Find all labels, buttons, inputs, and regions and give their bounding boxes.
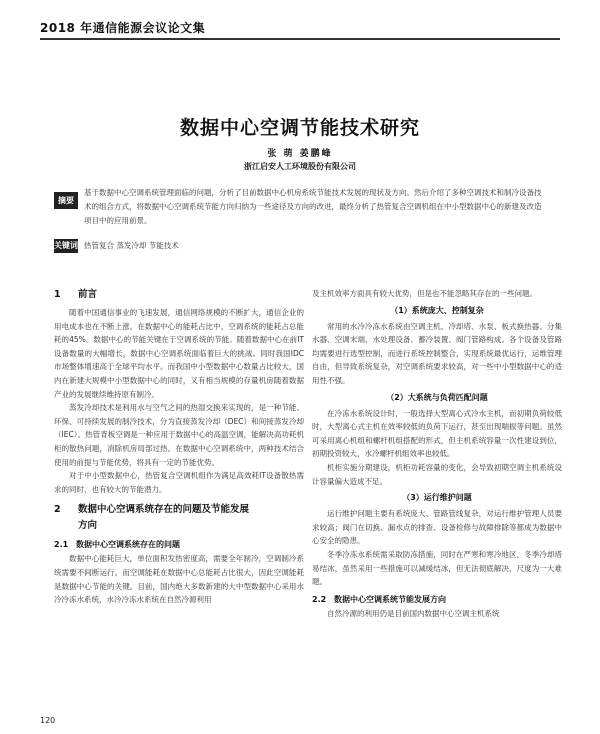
section-2-2-paragraph: 自然冷源的利用仍是目前国内数据中心空调主机系统 bbox=[327, 608, 500, 618]
right-column bbox=[312, 287, 562, 620]
section-2-2-number: 2.2 bbox=[312, 594, 327, 604]
problem-heading-3: （3）运行维护问题 bbox=[402, 493, 472, 503]
right-paragraph-5: 运行维护问题主要有系统庞大、管路管线复杂，对运行维护管理人员要求较高；阀门在切换、漏水点的排查、设备检修与故障排除等都成为数据中心安全的隐患。 bbox=[312, 509, 562, 546]
right-paragraph-1: 及主机效率方面具有较大优势，但是也不能忽略其存在的一些问题。 bbox=[312, 289, 537, 298]
authors: 张 萌 姜鹏峰 bbox=[267, 149, 333, 159]
section-2-1-number: 2.1 bbox=[54, 540, 69, 550]
keywords-label: 关键词 bbox=[54, 239, 78, 253]
section-2-1-title: 数据中心空调系统存在的问题 bbox=[76, 540, 180, 550]
intro-paragraph-3: 对于中小型数据中心，热管复合空调机组作为满足高效耗IT设备散热需求的同时，也有较大的节能潜力。 bbox=[54, 471, 304, 494]
affiliation: 浙江启安人工环境股份有限公司 bbox=[244, 162, 356, 171]
section-1-title: 前言 bbox=[78, 289, 98, 300]
section-2-heading bbox=[54, 502, 304, 534]
problem-heading-2: （2）大系统与负荷匹配问题 bbox=[386, 392, 488, 402]
section-1-number: 1 bbox=[54, 289, 61, 300]
right-paragraph-6: 冬季冷冻水系统需采取防冻措施，同时在严寒和寒冷地区，冬季冷却塔易结冰，虽然采用一些措施可以减缓结冰，但无法彻底解决，尺度为一大难题。 bbox=[312, 549, 562, 587]
section-2-1-paragraph: 数据中心能耗巨大，单位面积发热密度高，需要全年制冷，空调制冷系统需要不间断运行。而空调能耗在数据中心总能耗占比很大，因此空调能耗是数据中心节能的关键。目前，国内绝大多数新建的大中型数据中心采用水冷冷冻水系统，水冷冷冻水系统在自然冷源利用 bbox=[54, 554, 304, 605]
section-2-1-heading bbox=[54, 537, 304, 552]
journal-header-title: 2018 年通信能源会议论文集 bbox=[40, 21, 206, 35]
section-2-number: 2 bbox=[54, 504, 61, 516]
section-2-2-heading bbox=[312, 592, 562, 607]
page-number: 120 bbox=[40, 716, 56, 725]
right-paragraph-2: 常用的水冷冷冻水系统由空调主机、冷却塔、水泵、板式换热器、分集水器、空调末端、水处理设备、蓄冷装置、阀门管路构成。各个设备及管路均需要进行选型控制，而进行系统控制整合，实现系统最优运行，运维管理自由，但导致系统复杂，对空调系统要求较高，对一些中小型数据中心的适用性不强。 bbox=[312, 321, 562, 385]
right-paragraph-3: 在冷冻水系统设计时，一般选择大型离心式冷水主机，而初期负荷较低时，大型离心式主机在效率较低的负荷下运行，甚至出现喘振等问题。虽然可采用离心机组和螺杆机组搭配的形式，但主机系统容量一次性建设到位，初期投资较大，水冷螺杆机组效率也较低。 bbox=[312, 408, 562, 459]
section-2-title-line1: 数据中心空调系统存在的问题及节能发展 bbox=[78, 504, 250, 516]
paper-title: 数据中心空调节能技术研究 bbox=[179, 117, 420, 139]
keywords-text: 热管复合 蒸发冷却 节能技术 bbox=[84, 241, 179, 250]
section-2-2-title: 数据中心空调系统节能发展方向 bbox=[334, 594, 446, 604]
right-paragraph-4: 机柜实施分期建设，机柜功耗容量的变化，会导致初期空调主机系统设计容量偏大造成不足。 bbox=[312, 462, 562, 486]
intro-paragraph-1: 随着中国通信事业的飞速发展，通信网络规模的不断扩大，通信企业的用电成本也在不断上涨。在数据中心的能耗占比中，空调系统的能耗占总能耗的45%。数据中心的节能关键在于空调系统的节能。随着数据中心在前IT设备数量的大幅增长，数据中心空调系统面临着巨大的挑战。同时我国IDC市场整体增速高于全球平均水平。而我国中小型数据中心数量占比较大，国内在新建大规模中小型数据中心的同时，又有相当规模的存量机房随着数据产业的发展继续维持原有制冷。 bbox=[54, 308, 304, 399]
section-1-heading bbox=[54, 287, 304, 303]
intro-paragraph-2: 蒸发冷却技术是利用水与空气之间的热湿交换来实现的，是一种节能、环保、可持续发展的制冷技术，分为直接蒸发冷却（DEC）和间接蒸发冷却（IEC）。热管背板空调是一种应用于数据中心的高温空调，能解决高功耗机柜的散热问题，消除机房局部过热。在数据中心空调系统中，两种技术结合使用的前提与节能优势，将具有一定的节能优势。 bbox=[54, 403, 304, 467]
abstract-text: 基于数据中心空调系统管理面临的问题，分析了目前数据中心机房系统节能技术发展的现状及方向。然后介绍了多种空调技术和制冷设备技术的组合方式，将数据中心空调系统节能方向归纳为一些途径及方向的改进，最终分析了热管复合空调机组在中小型数据中心的新建及改造项目中的应用前景。 bbox=[84, 188, 542, 225]
abstract-label: 摘要 bbox=[54, 192, 78, 209]
section-2-title-line2: 方向 bbox=[78, 520, 98, 532]
header-divider bbox=[40, 38, 560, 40]
left-column bbox=[54, 287, 304, 607]
problem-heading-1: （1）系统庞大、控制复杂 bbox=[390, 305, 484, 315]
